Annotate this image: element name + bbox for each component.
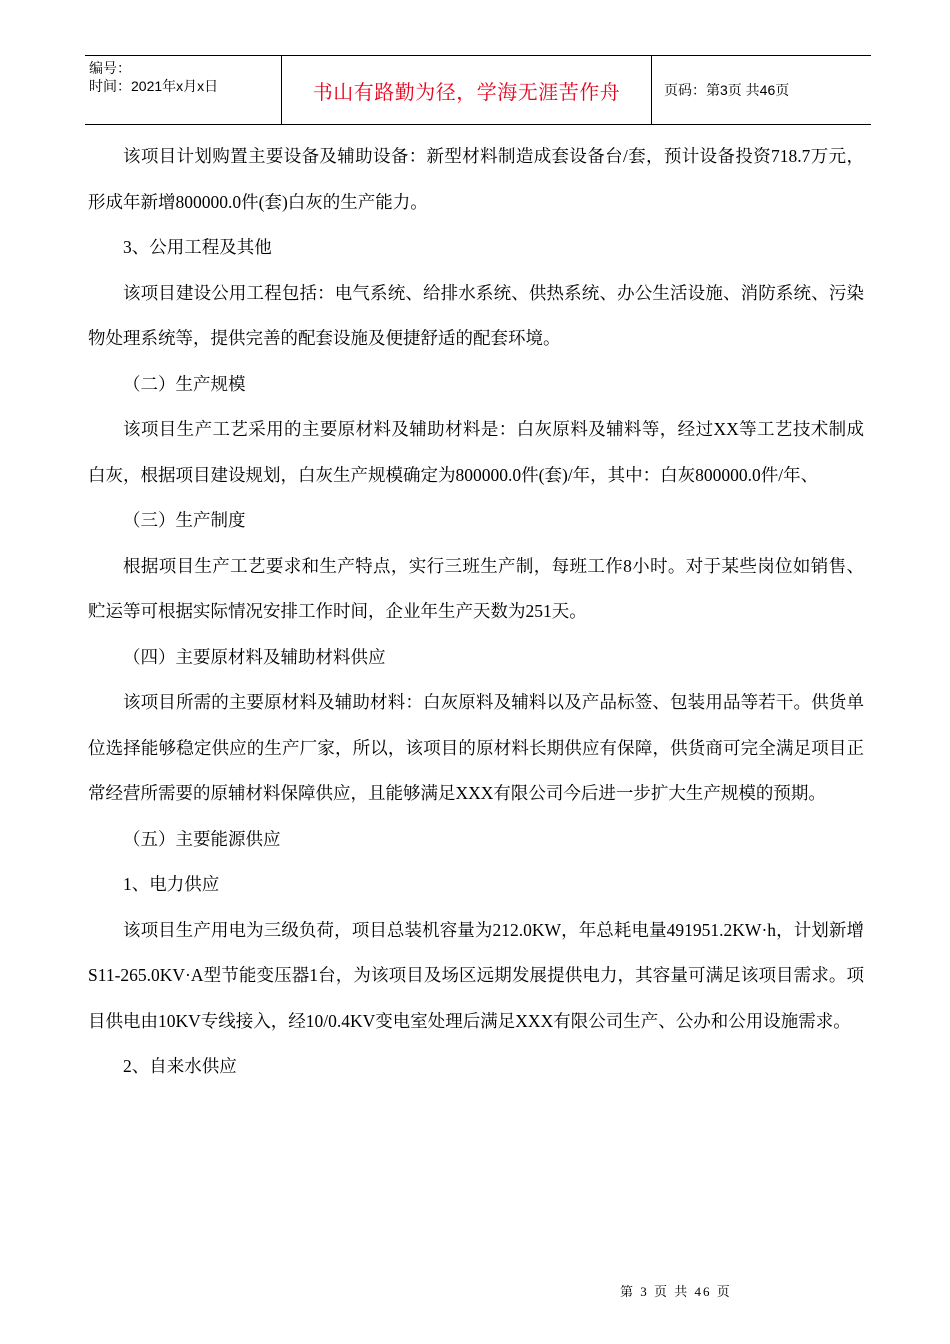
paragraph-production-scale: 该项目生产工艺采用的主要原材料及辅助材料是：白灰原料及辅料等，经过XX等工艺技术制成白灰，根据项目建设规划，白灰生产规模确定为800000.0件(套)/年，其中：白灰800000.0件/年、 [88,419,864,485]
heading-production-system: （三）生产制度 [123,510,246,530]
heading-energy-supply: （五）主要能源供应 [123,828,281,849]
header-meta [85,56,282,124]
heading-materials-supply: （四）主要原材料及辅助材料供应 [123,646,386,667]
paragraph-materials-supply: 该项目所需的主要原材料及辅助材料：白灰原料及辅料以及产品标签、包装用品等若干。供货单位选择能够稳定供应的生产厂家，所以，该项目的原材料长期供应有保障，供货商可完全满足项目正常经营所需要的原辅材料保障供应，且能够满足XXX有限公司今后进一步扩大生产规模的预期。 [88,692,864,803]
paragraph-public-works: 该项目建设公用工程包括：电气系统、给排水系统、供热系统、办公生活设施、消防系统、污染物处理系统等，提供完善的配套设施及便捷舒适的配套环境。 [88,282,864,348]
header-page-info: 页码：第3页 共46页 [664,82,790,98]
paragraph-production-system: 根据项目生产工艺要求和生产特点，实行三班生产制，每班工作8小时。对于某些岗位如销售、贮运等可根据实际情况安排工作时间，企业年生产天数为251天。 [88,555,864,621]
paragraph-power-supply: 该项目生产用电为三级负荷，项目总装机容量为212.0KW，年总耗电量491951.2KW·h，计划新增S11-265.0KV·A型节能变压器1台，为该项目及场区远期发展提供电力，其容量可满足该项目需求。项目供电由10KV专线接入，经10/0.4KV变电室处理后满足XXX有限公司生产、公办和公用设施需求。 [88,919,864,1031]
serial-number-label: 编号： [89,60,131,76]
date-label: 时间：2021年x月x日 [89,78,219,94]
heading-production-scale: （二）生产规模 [123,373,246,394]
heading-water-supply: 2、自来水供应 [123,1056,237,1076]
page-footer: 第 3 页 共 46 页 [620,1284,732,1299]
page-header [85,55,871,125]
heading-power-supply: 1、电力供应 [123,874,220,894]
heading-public-works: 3、公用工程及其他 [123,237,272,257]
header-motto: 书山有路勤为径，学海无涯苦作舟 [282,56,652,124]
paragraph-equipment: 该项目计划购置主要设备及辅助设备：新型材料制造成套设备台/套，预计设备投资718.7万元，形成年新增800000.0件(套)白灰的生产能力。 [88,146,864,212]
document-body [88,134,864,1090]
